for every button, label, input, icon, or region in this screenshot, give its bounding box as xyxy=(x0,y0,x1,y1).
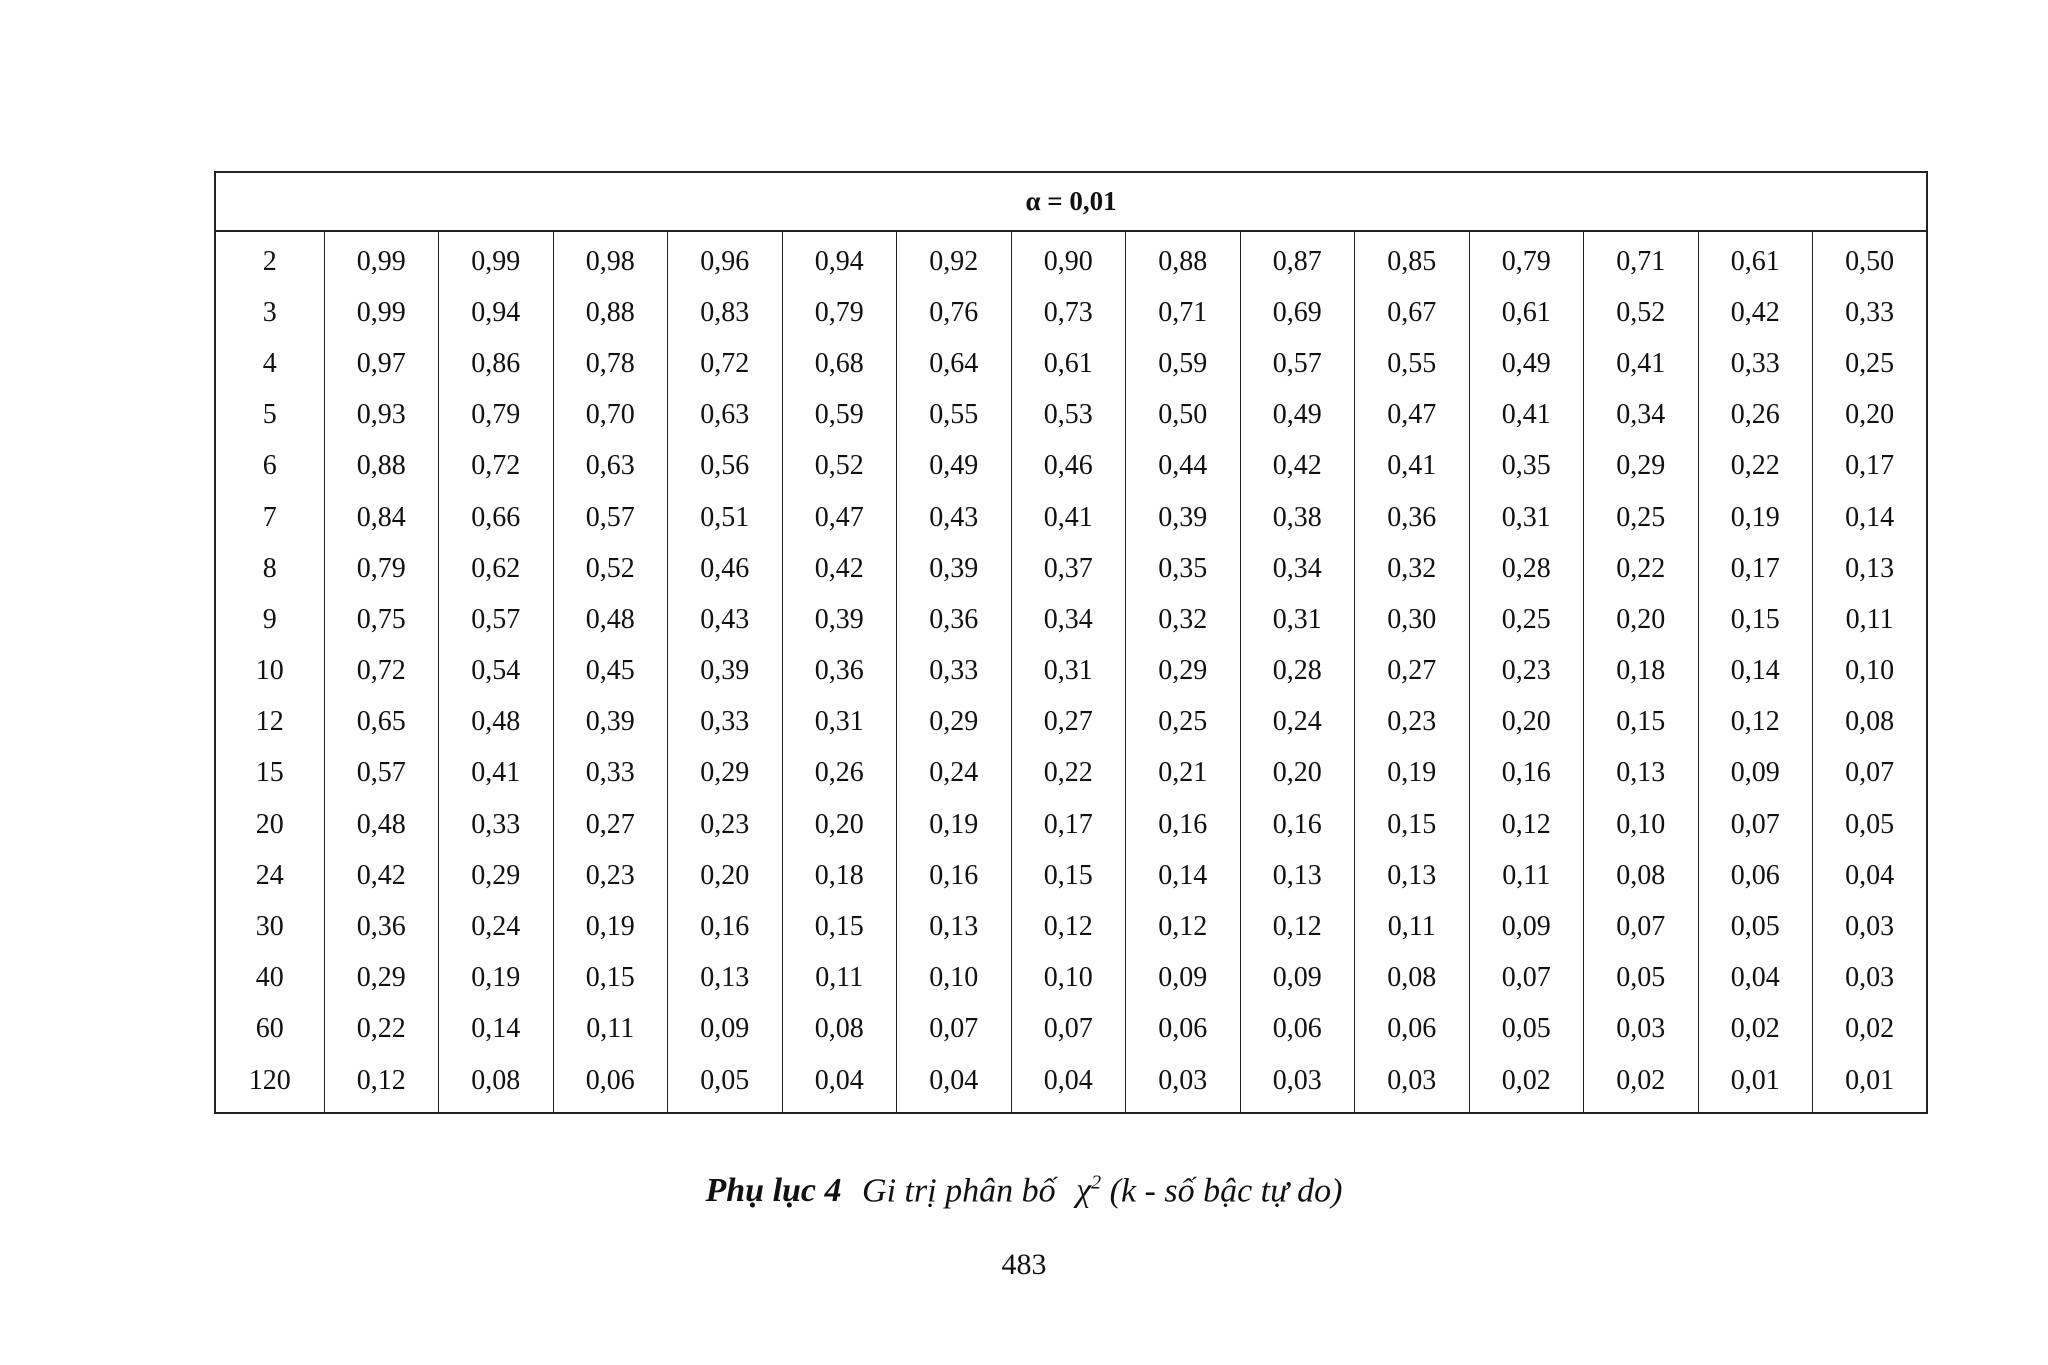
value-cell: 0,22 xyxy=(324,1004,439,1055)
value-cell: 0,12 xyxy=(1240,901,1355,952)
value-cell: 0,87 xyxy=(1240,231,1355,287)
value-cell: 0,98 xyxy=(553,231,668,287)
table-row xyxy=(215,697,1927,748)
value-cell: 0,83 xyxy=(668,287,783,338)
value-cell: 0,03 xyxy=(1126,1055,1241,1113)
value-cell: 0,88 xyxy=(1126,231,1241,287)
value-cell: 0,20 xyxy=(782,799,897,850)
table-row xyxy=(215,492,1927,543)
value-cell: 0,04 xyxy=(1011,1055,1126,1113)
value-cell: 0,19 xyxy=(1355,748,1470,799)
value-cell: 0,24 xyxy=(897,748,1012,799)
value-cell: 0,49 xyxy=(1469,338,1584,389)
table-container xyxy=(214,171,1927,1114)
value-cell: 0,08 xyxy=(1355,953,1470,1004)
value-cell: 0,41 xyxy=(1011,492,1126,543)
value-cell: 0,27 xyxy=(1355,646,1470,697)
value-cell: 0,46 xyxy=(668,543,783,594)
value-cell: 0,19 xyxy=(439,953,554,1004)
value-cell: 0,23 xyxy=(553,850,668,901)
value-cell: 0,63 xyxy=(553,441,668,492)
caption-symbol xyxy=(1076,1172,1101,1209)
value-cell: 0,13 xyxy=(1355,850,1470,901)
value-cell: 0,04 xyxy=(782,1055,897,1113)
value-cell: 0,62 xyxy=(439,543,554,594)
value-cell: 0,15 xyxy=(1698,594,1813,645)
value-cell: 0,06 xyxy=(1355,1004,1470,1055)
value-cell: 0,05 xyxy=(1469,1004,1584,1055)
value-cell: 0,72 xyxy=(324,646,439,697)
value-cell: 0,52 xyxy=(782,441,897,492)
value-cell: 0,17 xyxy=(1813,441,1928,492)
value-cell: 0,08 xyxy=(1584,850,1699,901)
value-cell: 0,08 xyxy=(782,1004,897,1055)
table-row xyxy=(215,1004,1927,1055)
value-cell: 0,90 xyxy=(1011,231,1126,287)
value-cell: 0,13 xyxy=(897,901,1012,952)
degrees-of-freedom-cell: 7 xyxy=(215,492,324,543)
value-cell: 0,31 xyxy=(782,697,897,748)
value-cell: 0,10 xyxy=(897,953,1012,1004)
value-cell: 0,63 xyxy=(668,390,783,441)
value-cell: 0,43 xyxy=(668,594,783,645)
value-cell: 0,84 xyxy=(324,492,439,543)
value-cell: 0,41 xyxy=(439,748,554,799)
value-cell: 0,05 xyxy=(1584,953,1699,1004)
value-cell: 0,07 xyxy=(897,1004,1012,1055)
value-cell: 0,65 xyxy=(324,697,439,748)
degrees-of-freedom-cell: 9 xyxy=(215,594,324,645)
value-cell: 0,70 xyxy=(553,390,668,441)
value-cell: 0,20 xyxy=(1584,594,1699,645)
value-cell: 0,11 xyxy=(782,953,897,1004)
value-cell: 0,02 xyxy=(1469,1055,1584,1113)
value-cell: 0,47 xyxy=(1355,390,1470,441)
value-cell: 0,16 xyxy=(897,850,1012,901)
degrees-of-freedom-cell: 4 xyxy=(215,338,324,389)
degrees-of-freedom-cell: 120 xyxy=(215,1055,324,1113)
value-cell: 0,09 xyxy=(1469,901,1584,952)
value-cell: 0,14 xyxy=(1698,646,1813,697)
value-cell: 0,41 xyxy=(1469,390,1584,441)
caption-text: Gi trị phân bố xyxy=(862,1172,1056,1210)
value-cell: 0,04 xyxy=(1813,850,1928,901)
value-cell: 0,36 xyxy=(1355,492,1470,543)
value-cell: 0,88 xyxy=(553,287,668,338)
value-cell: 0,42 xyxy=(324,850,439,901)
value-cell: 0,31 xyxy=(1011,646,1126,697)
value-cell: 0,41 xyxy=(1355,441,1470,492)
value-cell: 0,78 xyxy=(553,338,668,389)
value-cell: 0,07 xyxy=(1698,799,1813,850)
value-cell: 0,12 xyxy=(1469,799,1584,850)
value-cell: 0,57 xyxy=(553,492,668,543)
value-cell: 0,33 xyxy=(439,799,554,850)
value-cell: 0,14 xyxy=(439,1004,554,1055)
value-cell: 0,94 xyxy=(782,231,897,287)
value-cell: 0,23 xyxy=(1355,697,1470,748)
value-cell: 0,49 xyxy=(897,441,1012,492)
degrees-of-freedom-cell: 3 xyxy=(215,287,324,338)
table-row xyxy=(215,953,1927,1004)
value-cell: 0,96 xyxy=(668,231,783,287)
value-cell: 0,20 xyxy=(668,850,783,901)
value-cell: 0,27 xyxy=(1011,697,1126,748)
degrees-of-freedom-cell: 24 xyxy=(215,850,324,901)
value-cell: 0,37 xyxy=(1011,543,1126,594)
value-cell: 0,36 xyxy=(324,901,439,952)
value-cell: 0,05 xyxy=(1698,901,1813,952)
value-cell: 0,86 xyxy=(439,338,554,389)
value-cell: 0,10 xyxy=(1813,646,1928,697)
table-row xyxy=(215,594,1927,645)
value-cell: 0,09 xyxy=(1698,748,1813,799)
value-cell: 0,16 xyxy=(1240,799,1355,850)
value-cell: 0,12 xyxy=(324,1055,439,1113)
value-cell: 0,35 xyxy=(1469,441,1584,492)
value-cell: 0,03 xyxy=(1813,953,1928,1004)
value-cell: 0,25 xyxy=(1469,594,1584,645)
value-cell: 0,07 xyxy=(1584,901,1699,952)
value-cell: 0,94 xyxy=(439,287,554,338)
value-cell: 0,21 xyxy=(1126,748,1241,799)
value-cell: 0,25 xyxy=(1584,492,1699,543)
value-cell: 0,07 xyxy=(1011,1004,1126,1055)
value-cell: 0,99 xyxy=(324,287,439,338)
value-cell: 0,33 xyxy=(1813,287,1928,338)
value-cell: 0,25 xyxy=(1126,697,1241,748)
value-cell: 0,02 xyxy=(1813,1004,1928,1055)
value-cell: 0,30 xyxy=(1355,594,1470,645)
value-cell: 0,03 xyxy=(1813,901,1928,952)
value-cell: 0,23 xyxy=(1469,646,1584,697)
degrees-of-freedom-cell: 20 xyxy=(215,799,324,850)
degrees-of-freedom-cell: 12 xyxy=(215,697,324,748)
value-cell: 0,03 xyxy=(1240,1055,1355,1113)
chi-square-table xyxy=(214,171,1928,1114)
value-cell: 0,69 xyxy=(1240,287,1355,338)
value-cell: 0,12 xyxy=(1698,697,1813,748)
value-cell: 0,08 xyxy=(439,1055,554,1113)
value-cell: 0,79 xyxy=(782,287,897,338)
value-cell: 0,61 xyxy=(1469,287,1584,338)
value-cell: 0,50 xyxy=(1813,231,1928,287)
value-cell: 0,27 xyxy=(553,799,668,850)
value-cell: 0,29 xyxy=(439,850,554,901)
value-cell: 0,49 xyxy=(1240,390,1355,441)
value-cell: 0,73 xyxy=(1011,287,1126,338)
value-cell: 0,39 xyxy=(782,594,897,645)
value-cell: 0,99 xyxy=(324,231,439,287)
value-cell: 0,01 xyxy=(1698,1055,1813,1113)
value-cell: 0,12 xyxy=(1011,901,1126,952)
value-cell: 0,18 xyxy=(1584,646,1699,697)
value-cell: 0,36 xyxy=(782,646,897,697)
value-cell: 0,59 xyxy=(1126,338,1241,389)
value-cell: 0,22 xyxy=(1011,748,1126,799)
table-row xyxy=(215,231,1927,287)
value-cell: 0,31 xyxy=(1469,492,1584,543)
value-cell: 0,54 xyxy=(439,646,554,697)
value-cell: 0,59 xyxy=(782,390,897,441)
degrees-of-freedom-cell: 15 xyxy=(215,748,324,799)
value-cell: 0,20 xyxy=(1240,748,1355,799)
value-cell: 0,03 xyxy=(1355,1055,1470,1113)
value-cell: 0,51 xyxy=(668,492,783,543)
value-cell: 0,44 xyxy=(1126,441,1241,492)
value-cell: 0,42 xyxy=(782,543,897,594)
value-cell: 0,33 xyxy=(553,748,668,799)
value-cell: 0,24 xyxy=(1240,697,1355,748)
table-row xyxy=(215,901,1927,952)
value-cell: 0,48 xyxy=(324,799,439,850)
value-cell: 0,55 xyxy=(897,390,1012,441)
table-row xyxy=(215,799,1927,850)
value-cell: 0,06 xyxy=(1698,850,1813,901)
value-cell: 0,50 xyxy=(1126,390,1241,441)
value-cell: 0,29 xyxy=(1126,646,1241,697)
value-cell: 0,03 xyxy=(1584,1004,1699,1055)
table-row xyxy=(215,390,1927,441)
value-cell: 0,39 xyxy=(897,543,1012,594)
value-cell: 0,12 xyxy=(1126,901,1241,952)
value-cell: 0,32 xyxy=(1355,543,1470,594)
value-cell: 0,13 xyxy=(668,953,783,1004)
value-cell: 0,88 xyxy=(324,441,439,492)
value-cell: 0,29 xyxy=(668,748,783,799)
chi-symbol: χ xyxy=(1076,1172,1092,1210)
table-header-row xyxy=(215,172,1927,231)
value-cell: 0,57 xyxy=(1240,338,1355,389)
value-cell: 0,47 xyxy=(782,492,897,543)
value-cell: 0,72 xyxy=(668,338,783,389)
degrees-of-freedom-cell: 10 xyxy=(215,646,324,697)
value-cell: 0,57 xyxy=(439,594,554,645)
value-cell: 0,20 xyxy=(1813,390,1928,441)
value-cell: 0,26 xyxy=(782,748,897,799)
value-cell: 0,26 xyxy=(1698,390,1813,441)
value-cell: 0,34 xyxy=(1584,390,1699,441)
value-cell: 0,33 xyxy=(668,697,783,748)
value-cell: 0,11 xyxy=(1813,594,1928,645)
table-row xyxy=(215,850,1927,901)
degrees-of-freedom-cell: 2 xyxy=(215,231,324,287)
value-cell: 0,57 xyxy=(324,748,439,799)
value-cell: 0,31 xyxy=(1240,594,1355,645)
value-cell: 0,43 xyxy=(897,492,1012,543)
value-cell: 0,41 xyxy=(1584,338,1699,389)
value-cell: 0,11 xyxy=(553,1004,668,1055)
value-cell: 0,29 xyxy=(1584,441,1699,492)
degrees-of-freedom-cell: 8 xyxy=(215,543,324,594)
value-cell: 0,04 xyxy=(897,1055,1012,1113)
value-cell: 0,67 xyxy=(1355,287,1470,338)
table-row xyxy=(215,748,1927,799)
value-cell: 0,13 xyxy=(1813,543,1928,594)
value-cell: 0,48 xyxy=(553,594,668,645)
value-cell: 0,61 xyxy=(1698,231,1813,287)
value-cell: 0,24 xyxy=(439,901,554,952)
value-cell: 0,05 xyxy=(668,1055,783,1113)
alpha-header: α = 0,01 xyxy=(215,172,1927,231)
value-cell: 0,19 xyxy=(1698,492,1813,543)
value-cell: 0,02 xyxy=(1698,1004,1813,1055)
value-cell: 0,10 xyxy=(1584,799,1699,850)
value-cell: 0,10 xyxy=(1011,953,1126,1004)
value-cell: 0,35 xyxy=(1126,543,1241,594)
value-cell: 0,15 xyxy=(553,953,668,1004)
value-cell: 0,52 xyxy=(1584,287,1699,338)
table-row xyxy=(215,338,1927,389)
value-cell: 0,39 xyxy=(1126,492,1241,543)
value-cell: 0,18 xyxy=(782,850,897,901)
degrees-of-freedom-cell: 40 xyxy=(215,953,324,1004)
value-cell: 0,32 xyxy=(1126,594,1241,645)
value-cell: 0,14 xyxy=(1813,492,1928,543)
value-cell: 0,55 xyxy=(1355,338,1470,389)
table-row xyxy=(215,543,1927,594)
value-cell: 0,53 xyxy=(1011,390,1126,441)
value-cell: 0,33 xyxy=(897,646,1012,697)
value-cell: 0,25 xyxy=(1813,338,1928,389)
value-cell: 0,68 xyxy=(782,338,897,389)
table-row xyxy=(215,441,1927,492)
table-row xyxy=(215,287,1927,338)
value-cell: 0,14 xyxy=(1126,850,1241,901)
value-cell: 0,01 xyxy=(1813,1055,1928,1113)
value-cell: 0,85 xyxy=(1355,231,1470,287)
page-number: 483 xyxy=(1001,1248,1047,1281)
value-cell: 0,76 xyxy=(897,287,1012,338)
value-cell: 0,05 xyxy=(1813,799,1928,850)
value-cell: 0,79 xyxy=(1469,231,1584,287)
value-cell: 0,19 xyxy=(897,799,1012,850)
degrees-of-freedom-cell: 60 xyxy=(215,1004,324,1055)
value-cell: 0,52 xyxy=(553,543,668,594)
value-cell: 0,92 xyxy=(897,231,1012,287)
value-cell: 0,09 xyxy=(1126,953,1241,1004)
value-cell: 0,09 xyxy=(1240,953,1355,1004)
value-cell: 0,33 xyxy=(1698,338,1813,389)
value-cell: 0,15 xyxy=(1011,850,1126,901)
value-cell: 0,29 xyxy=(324,953,439,1004)
value-cell: 0,71 xyxy=(1584,231,1699,287)
value-cell: 0,02 xyxy=(1584,1055,1699,1113)
value-cell: 0,19 xyxy=(553,901,668,952)
value-cell: 0,13 xyxy=(1240,850,1355,901)
value-cell: 0,45 xyxy=(553,646,668,697)
degrees-of-freedom-cell: 6 xyxy=(215,441,324,492)
value-cell: 0,75 xyxy=(324,594,439,645)
value-cell: 0,08 xyxy=(1813,697,1928,748)
value-cell: 0,16 xyxy=(1126,799,1241,850)
value-cell: 0,11 xyxy=(1469,850,1584,901)
value-cell: 0,06 xyxy=(553,1055,668,1113)
value-cell: 0,38 xyxy=(1240,492,1355,543)
caption-suffix: (k - số bậc tự do) xyxy=(1109,1172,1343,1210)
value-cell: 0,17 xyxy=(1011,799,1126,850)
value-cell: 0,04 xyxy=(1698,953,1813,1004)
value-cell: 0,23 xyxy=(668,799,783,850)
value-cell: 0,15 xyxy=(1355,799,1470,850)
value-cell: 0,29 xyxy=(897,697,1012,748)
value-cell: 0,20 xyxy=(1469,697,1584,748)
value-cell: 0,17 xyxy=(1698,543,1813,594)
value-cell: 0,22 xyxy=(1584,543,1699,594)
value-cell: 0,09 xyxy=(668,1004,783,1055)
value-cell: 0,13 xyxy=(1584,748,1699,799)
value-cell: 0,79 xyxy=(324,543,439,594)
value-cell: 0,34 xyxy=(1011,594,1126,645)
value-cell: 0,07 xyxy=(1813,748,1928,799)
value-cell: 0,22 xyxy=(1698,441,1813,492)
value-cell: 0,64 xyxy=(897,338,1012,389)
value-cell: 0,56 xyxy=(668,441,783,492)
value-cell: 0,46 xyxy=(1011,441,1126,492)
value-cell: 0,97 xyxy=(324,338,439,389)
value-cell: 0,93 xyxy=(324,390,439,441)
value-cell: 0,72 xyxy=(439,441,554,492)
degrees-of-freedom-cell: 5 xyxy=(215,390,324,441)
value-cell: 0,36 xyxy=(897,594,1012,645)
value-cell: 0,42 xyxy=(1240,441,1355,492)
value-cell: 0,61 xyxy=(1011,338,1126,389)
value-cell: 0,28 xyxy=(1469,543,1584,594)
value-cell: 0,28 xyxy=(1240,646,1355,697)
table-caption xyxy=(0,1172,2048,1210)
value-cell: 0,99 xyxy=(439,231,554,287)
value-cell: 0,66 xyxy=(439,492,554,543)
degrees-of-freedom-cell: 30 xyxy=(215,901,324,952)
table-row xyxy=(215,646,1927,697)
value-cell: 0,06 xyxy=(1126,1004,1241,1055)
value-cell: 0,06 xyxy=(1240,1004,1355,1055)
value-cell: 0,07 xyxy=(1469,953,1584,1004)
value-cell: 0,42 xyxy=(1698,287,1813,338)
value-cell: 0,15 xyxy=(782,901,897,952)
value-cell: 0,79 xyxy=(439,390,554,441)
value-cell: 0,39 xyxy=(668,646,783,697)
value-cell: 0,16 xyxy=(1469,748,1584,799)
value-cell: 0,11 xyxy=(1355,901,1470,952)
caption-label: Phụ lục 4 xyxy=(705,1172,842,1210)
chi-superscript: 2 xyxy=(1091,1172,1102,1194)
table-body xyxy=(215,231,1927,1113)
value-cell: 0,71 xyxy=(1126,287,1241,338)
table-row xyxy=(215,1055,1927,1113)
value-cell: 0,15 xyxy=(1584,697,1699,748)
value-cell: 0,16 xyxy=(668,901,783,952)
value-cell: 0,34 xyxy=(1240,543,1355,594)
value-cell: 0,48 xyxy=(439,697,554,748)
value-cell: 0,39 xyxy=(553,697,668,748)
